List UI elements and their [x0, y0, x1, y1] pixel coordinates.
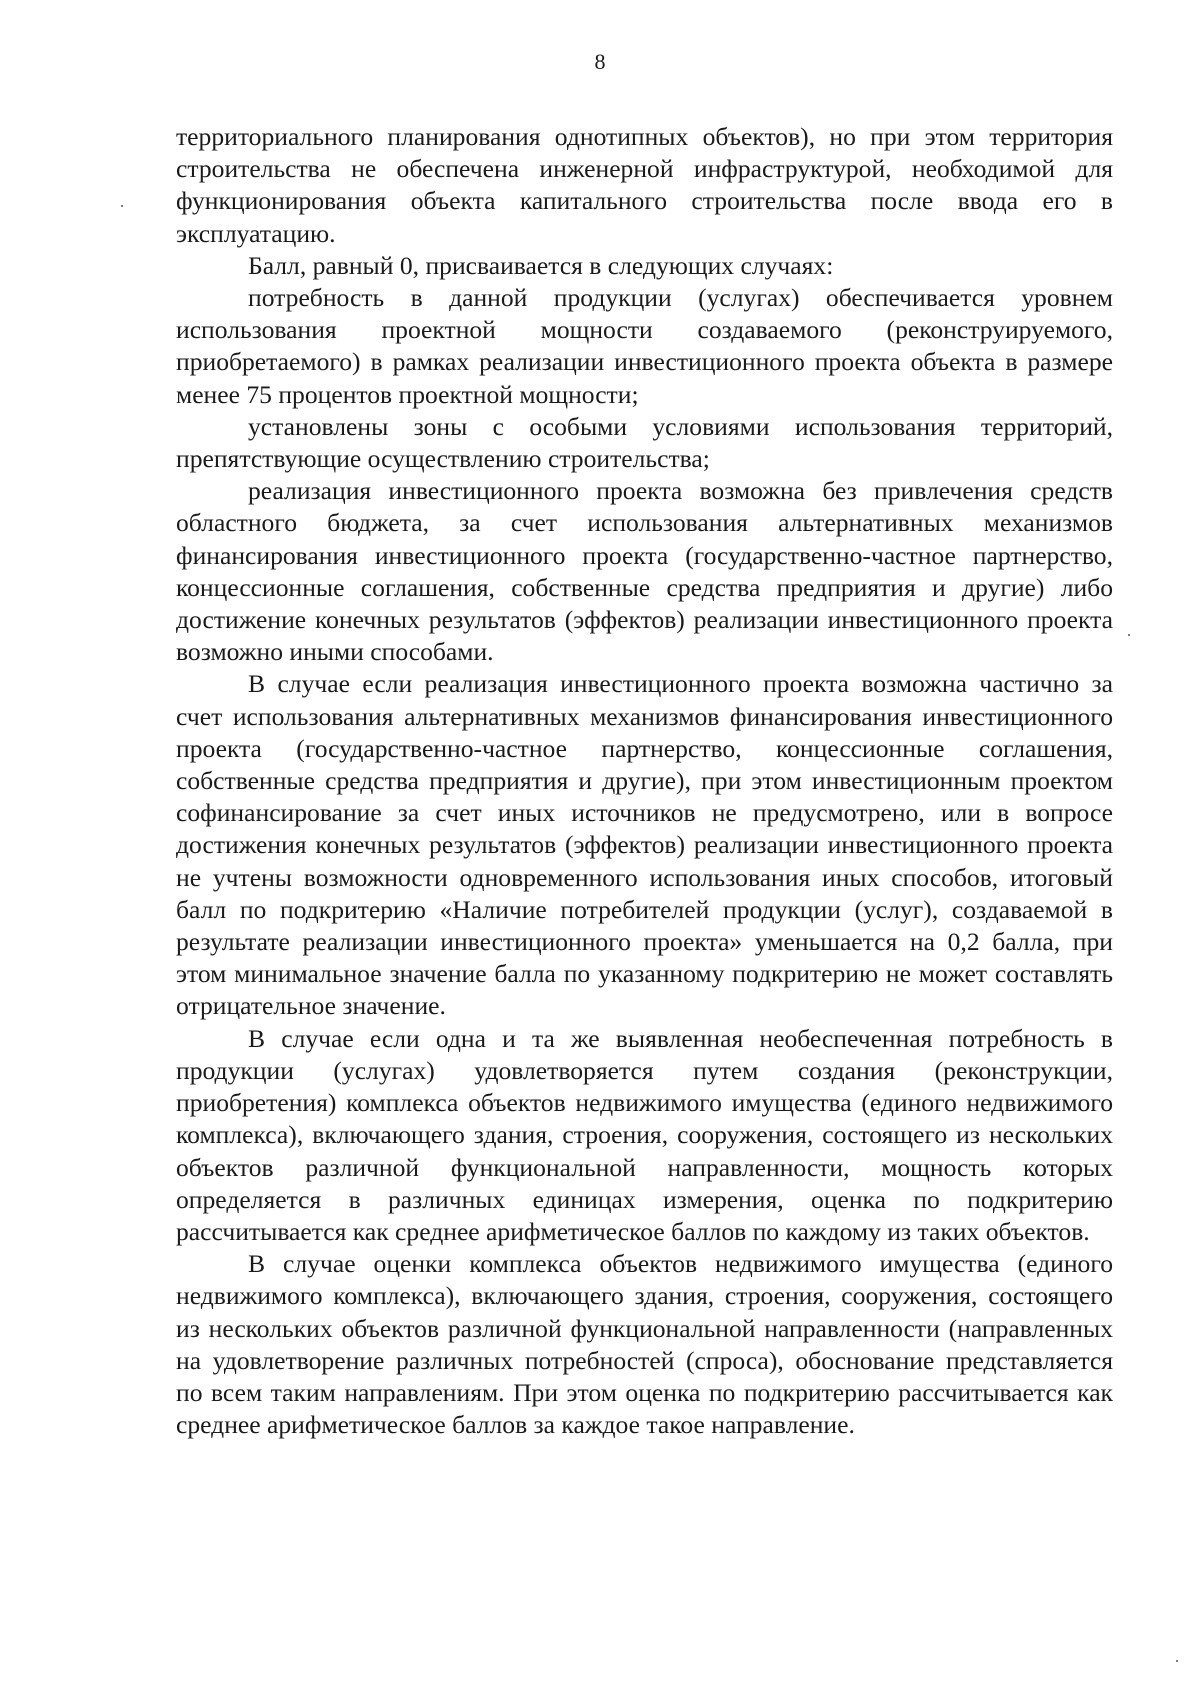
paragraph-complex-assessment: В случае оценки комплекса объектов недвижимого имущества (единого недвижимого комплекса), включающего здания, строения, сооружения, состоящего из нескольких объектов различной функциональной направленности (направленных на удовлетворение различных потребностей (спроса), обоснование представляется по всем таким направлениям. При этом оценка по подкритерию рассчитывается как среднее арифметическое баллов за каждое такое направление.	[176, 1249, 1113, 1440]
paragraph-capacity-condition: потребность в данной продукции (услугах) обеспечивается уровнем использования проектной мощности создаваемого (реконструируемого, приобретаемого) в рамках реализации инвестиционного проекта объекта в размере менее 75 процентов проектной мощности;	[176, 283, 1113, 409]
page-number: 8	[594, 49, 606, 74]
document-body	[176, 121, 1113, 1441]
paragraph-continuation: территориального планирования однотипных объектов), но при этом территория строительства не обеспечена инженерной инфраструктурой, необходимой для функционирования объекта капитального строительства после ввода его в эксплуатацию.	[176, 122, 1113, 248]
paragraph-alternative-funding-condition: реализация инвестиционного проекта возможна без привлечения средств областного бюджета, за счет использования альтернативных механизмов финансирования инвестиционного проекта (государственно-частное партнерство, концессионные соглашения, собственные средства предприятия и другие) либо достижение конечных результатов (эффектов) реализации инвестиционного проекта возможно иными способами.	[176, 476, 1113, 667]
paragraph-partial-funding-reduction: В случае если реализация инвестиционного проекта возможна частично за счет использования альтернативных механизмов финансирования инвестиционного проекта (государственно-частное партнерство, концессионные соглашения, собственные средства предприятия и другие), при этом инвестиционным проектом софинансирование за счет иных источников не предусмотрено, или в вопросе достижения конечных результатов (эффектов) реализации инвестиционного проекта не учтены возможности одновременного использования иных способов, итоговый балл по подкритерию «Наличие потребителей продукции (услуг), создаваемой в результате реализации инвестиционного проекта» уменьшается на 0,2 балла, при этом минимальное значение балла по указанному подкритерию не может составлять отрицательное значение.	[176, 669, 1113, 1021]
paragraph-zero-score-intro: Балл, равный 0, присваивается в следующих случаях:	[248, 250, 834, 280]
scan-speck	[121, 205, 123, 207]
scan-speck	[1128, 634, 1130, 636]
scan-speck	[1176, 1660, 1178, 1662]
paragraph-complex-average-score: В случае если одна и та же выявленная необеспеченная потребность в продукции (услугах) удовлетворяется путем создания (реконструкции, приобретения) комплекса объектов недвижимого имущества (единого недвижимого комплекса), включающего здания, строения, сооружения, состоящего из нескольких объектов различной функциональной направленности, мощность которых определяется в различных единицах измерения, оценка по подкритерию рассчитывается как среднее арифметическое баллов по каждому из таких объектов.	[176, 1023, 1113, 1246]
paragraph-restricted-zones-condition: установлены зоны с особыми условиями использования территорий, препятствующие осуществлению строительства;	[176, 411, 1113, 474]
